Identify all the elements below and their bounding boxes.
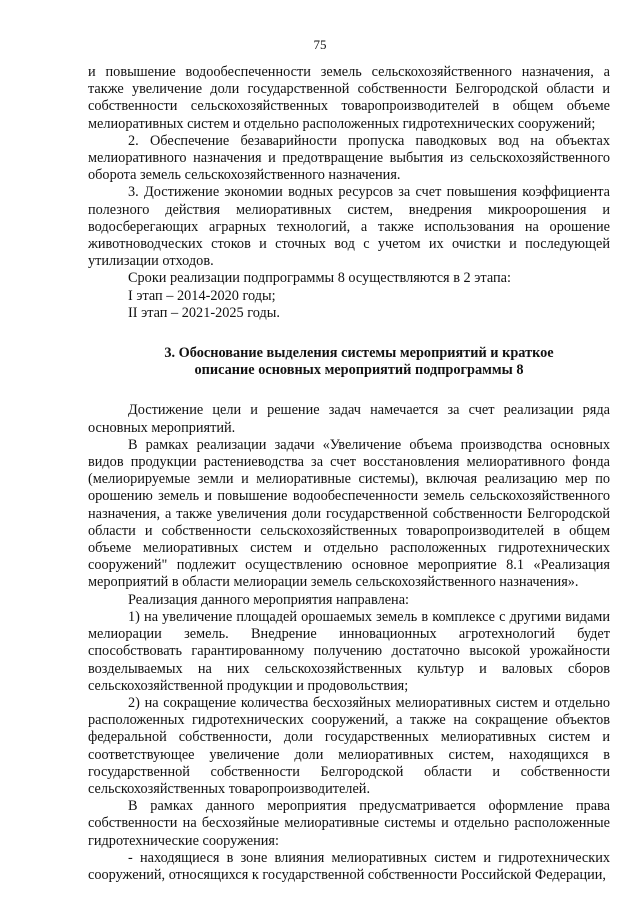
- paragraph-timeline-intro: Сроки реализации подпрограммы 8 осуществляются в 2 этапа:: [128, 270, 511, 287]
- paragraph-ownership: В рамках данного мероприятия предусматривается оформление права собственности на бесхозяйные мелиоративные системы и отдельно расположенные гидротехнические сооружения:: [88, 798, 610, 849]
- paragraph-task-description: В рамках реализации задачи «Увеличение объема производства основных видов продукции растениеводства за счет восстановления мелиоративного фонда (мелиорируемые земли и мелиоративные системы), включая реализацию мер по орошению земель и повышение водообеспеченности земель сельскохозяйственного назначения, а также увеличения доли государственной собственности Белгородской области и собственности сельскохозяйственных товаропроизводителей в общем объеме мелиоративных систем и отдельно расположенных гидротехнических сооружений" подлежит осуществлению основное мероприятие 8.1 «Реализация мероприятий в области мелиорации земель сельскохозяйственного назначения».: [88, 436, 610, 591]
- paragraph-goal-3: 3. Достижение экономии водных ресурсов за счет повышения коэффициента полезного действия мелиоративных систем, внедрения микроорошения и водосберегающих аграрных технологий, а также использования на орошение животноводческих стоков и сточных вод с учетом их очистки и последующей утилизации отходов.: [88, 184, 610, 270]
- document-body: [88, 64, 610, 884]
- section-heading-line-1: 3. Обоснование выделения системы мероприятий и краткое: [164, 345, 554, 362]
- paragraph-goal-2: 2. Обеспечение безаварийности пропуска паводковых вод на объектах мелиоративного назначения и предотвращение выбытия из сельскохозяйственного оборота земель сельскохозяйственного назначения.: [88, 132, 610, 184]
- paragraph-direction-intro: Реализация данного мероприятия направлена:: [128, 591, 410, 608]
- section-heading-line-2: описание основных мероприятий подпрограммы 8: [194, 362, 524, 379]
- paragraph-intro: Достижение цели и решение задач намечается за счет реализации ряда основных мероприятий.: [88, 402, 610, 436]
- paragraph-direction-1: 1) на увеличение площадей орошаемых земель в комплексе с другими видами мелиорации земель. Внедрение инновационных агротехнологий будет способствовать гарантированному получению достаточно высокой урожайности возделываемых на них сельскохозяйственных культур и валовых сборов сельскохозяйственной продукции и продовольствия;: [88, 608, 610, 694]
- paragraph-direction-2: 2) на сокращение количества бесхозяйных мелиоративных систем и отдельно расположенных гидротехнических сооружений, а также на сокращение объектов федеральной собственности, доли государственных мелиоративных систем и соответствующее увеличение доли мелиоративных систем, находящихся в государственной собственности Белгородской области и собственности сельскохозяйственных товаропроизводителей.: [88, 694, 610, 797]
- paragraph-stage-2: II этап – 2021-2025 годы.: [128, 304, 280, 321]
- section-heading: [88, 345, 610, 379]
- page-number: 75: [313, 37, 327, 52]
- paragraph-stage-1: I этап – 2014-2020 годы;: [128, 287, 276, 304]
- paragraph-ownership-item-1: - находящиеся в зоне влияния мелиоративных систем и гидротехнических сооружений, относящихся к государственной собственности Российской Федерации,: [88, 849, 610, 883]
- paragraph-continuation: и повышение водообеспеченности земель сельскохозяйственного назначения, а также увеличение доли государственной собственности Белгородской области и собственности сельскохозяйственных товаропроизводителей в общем объеме мелиоративных систем и отдельно расположенных гидротехнических сооружений;: [88, 64, 610, 132]
